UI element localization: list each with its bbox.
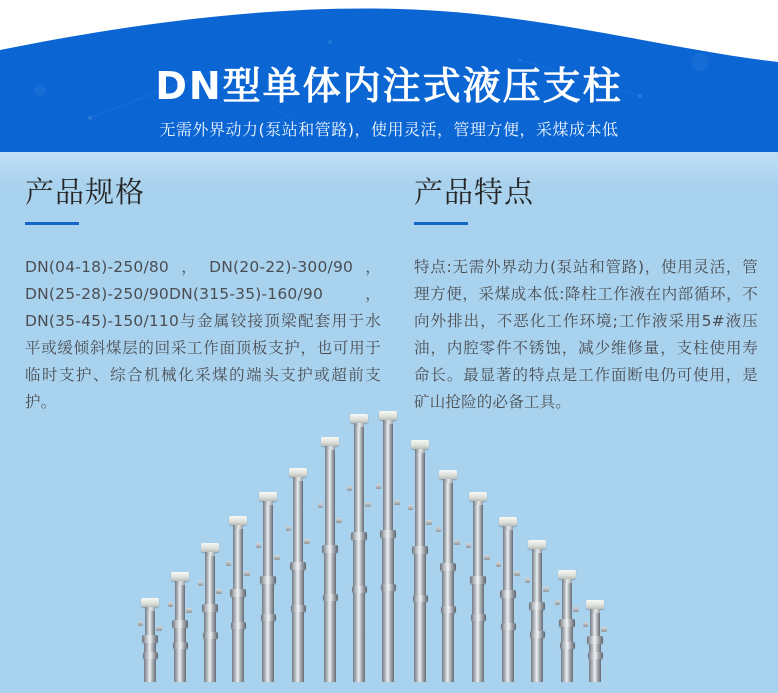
content-section [0,152,778,693]
page-title: DN型单体内注式液压支柱 [155,64,623,108]
features-heading-underline [414,222,468,225]
specs-heading-underline [25,222,79,225]
features-text: 特点:无需外界动力(泵站和管路)，使用灵活，管理方便，采煤成本低:降柱工作液在内部循环，不向外排出，不恶化工作环境;工作液采用5#液压油，内腔零件不锈蚀，减少维修量，支柱使用寿命长。最显著的特点是工作面断电仍可使用，是矿山抢险的必备工具。 [414,258,758,411]
specs-heading: 产品规格 [25,175,146,209]
specs-column [25,175,381,416]
header-banner [0,0,778,152]
features-heading: 产品特点 [414,175,535,209]
features-column [414,175,758,416]
page-subtitle: 无需外界动力(泵站和管路)，使用灵活，管理方便，采煤成本低 [159,120,619,139]
specs-text: DN(04-18)-250/80，DN(20-22)-300/90，DN(25-28)-250/90DN(315-35)-160/90，DN(35-45)-150/110与金属铰接顶梁配套用于水平或缓倾斜煤层的回采工作面顶板支护，也可用于临时支护、综合机械化采煤的端头支护或超前支护。 [25,258,381,411]
